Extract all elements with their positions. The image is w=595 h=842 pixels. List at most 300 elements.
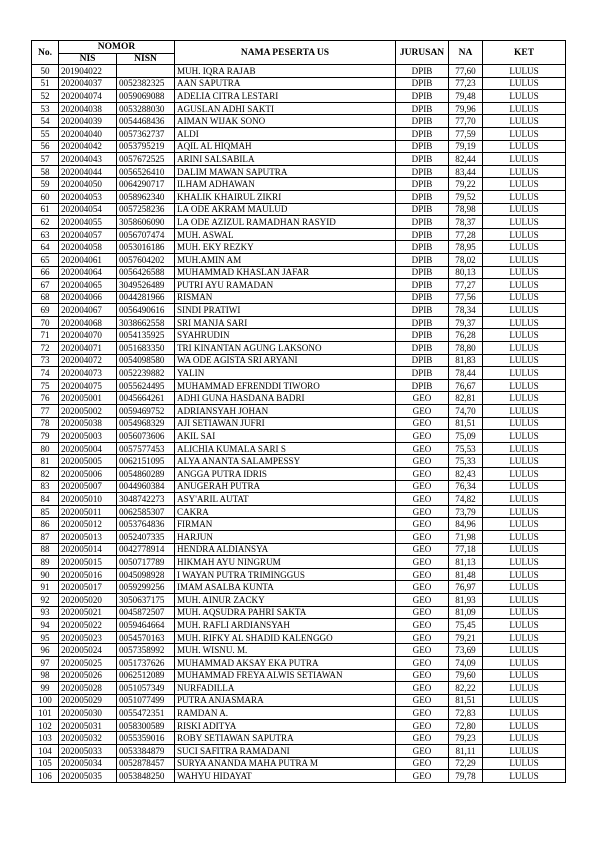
cell-ket: LULUS	[483, 241, 566, 254]
cell-nis: 202005005	[59, 455, 117, 468]
cell-nisn: 0062151095	[117, 455, 175, 468]
cell-no: 89	[32, 556, 59, 569]
cell-nis: 202004057	[59, 228, 117, 241]
cell-nisn: 0059464664	[117, 619, 175, 632]
cell-nama: ADRIANSYAH JOHAN	[175, 405, 396, 418]
cell-na: 84,96	[449, 518, 483, 531]
cell-nis: 202005013	[59, 530, 117, 543]
cell-na: 76,28	[449, 329, 483, 342]
cell-ket: LULUS	[483, 266, 566, 279]
col-header-nis: NIS	[59, 54, 117, 65]
cell-nisn: 0051683350	[117, 342, 175, 355]
cell-no: 76	[32, 392, 59, 405]
cell-na: 77,23	[449, 77, 483, 90]
cell-na: 78,37	[449, 216, 483, 229]
cell-ket: LULUS	[483, 190, 566, 203]
table-row	[32, 619, 566, 632]
cell-nis: 202004053	[59, 190, 117, 203]
table-row	[32, 707, 566, 720]
cell-ket: LULUS	[483, 745, 566, 758]
cell-na: 72,83	[449, 707, 483, 720]
cell-nisn: 0062512089	[117, 669, 175, 682]
cell-nis: 202004064	[59, 266, 117, 279]
cell-na: 82,44	[449, 153, 483, 166]
cell-nis: 202004072	[59, 354, 117, 367]
cell-nama: MUH. IQRA RAJAB	[175, 65, 396, 78]
cell-na: 78,95	[449, 241, 483, 254]
cell-nisn: 0045664261	[117, 392, 175, 405]
cell-nisn: 0056526410	[117, 165, 175, 178]
cell-nama: RAMDAN A.	[175, 707, 396, 720]
cell-nama: NURFADILLA	[175, 682, 396, 695]
cell-nama: PUTRI AYU RAMADAN	[175, 279, 396, 292]
table-row	[32, 480, 566, 493]
cell-jurusan: GEO	[396, 518, 449, 531]
table-row	[32, 178, 566, 191]
cell-nis: 202004038	[59, 102, 117, 115]
cell-no: 66	[32, 266, 59, 279]
cell-no: 78	[32, 417, 59, 430]
cell-ket: LULUS	[483, 153, 566, 166]
cell-ket: LULUS	[483, 77, 566, 90]
cell-nis: 202004039	[59, 115, 117, 128]
cell-ket: LULUS	[483, 316, 566, 329]
cell-ket: LULUS	[483, 568, 566, 581]
table-row	[32, 165, 566, 178]
cell-nama: PUTRA ANJASMARA	[175, 694, 396, 707]
cell-no: 67	[32, 279, 59, 292]
cell-nis: 202005021	[59, 606, 117, 619]
table-row	[32, 253, 566, 266]
cell-na: 79,23	[449, 732, 483, 745]
cell-na: 79,60	[449, 669, 483, 682]
cell-nama: CAKRA	[175, 505, 396, 518]
cell-nis: 202005003	[59, 430, 117, 443]
cell-nama: LA ODE AKRAM MAULUD	[175, 203, 396, 216]
cell-no: 103	[32, 732, 59, 745]
cell-ket: LULUS	[483, 707, 566, 720]
cell-nama: MUH. WISNU. M.	[175, 644, 396, 657]
col-header-jurusan: JURUSAN	[396, 41, 449, 65]
cell-na: 82,81	[449, 392, 483, 405]
cell-na: 81,48	[449, 568, 483, 581]
cell-na: 78,44	[449, 367, 483, 380]
cell-jurusan: GEO	[396, 455, 449, 468]
cell-nama: MUH. EKY REZKY	[175, 241, 396, 254]
cell-na: 79,52	[449, 190, 483, 203]
cell-nis: 202005007	[59, 480, 117, 493]
cell-jurusan: GEO	[396, 581, 449, 594]
cell-nis: 202005016	[59, 568, 117, 581]
cell-jurusan: DPIB	[396, 178, 449, 191]
cell-nisn: 0044960384	[117, 480, 175, 493]
cell-jurusan: DPIB	[396, 279, 449, 292]
cell-jurusan: GEO	[396, 606, 449, 619]
cell-nisn: 3050637175	[117, 593, 175, 606]
cell-nis: 202004075	[59, 379, 117, 392]
table-body	[32, 65, 566, 783]
cell-ket: LULUS	[483, 102, 566, 115]
cell-ket: LULUS	[483, 493, 566, 506]
cell-nis: 202005034	[59, 757, 117, 770]
cell-nisn: 0058300589	[117, 719, 175, 732]
table-row	[32, 745, 566, 758]
table-row	[32, 304, 566, 317]
cell-nisn: 0056073606	[117, 430, 175, 443]
cell-nis: 202005002	[59, 405, 117, 418]
cell-nis: 202004043	[59, 153, 117, 166]
table-row	[32, 140, 566, 153]
table-row	[32, 518, 566, 531]
table-row	[32, 90, 566, 103]
cell-jurusan: DPIB	[396, 140, 449, 153]
cell-ket: LULUS	[483, 367, 566, 380]
cell-nisn: 0056426588	[117, 266, 175, 279]
cell-nis: 202004037	[59, 77, 117, 90]
table-row	[32, 279, 566, 292]
cell-no: 63	[32, 228, 59, 241]
col-header-no: No.	[32, 41, 59, 65]
cell-ket: LULUS	[483, 405, 566, 418]
cell-ket: LULUS	[483, 291, 566, 304]
cell-na: 79,37	[449, 316, 483, 329]
cell-ket: LULUS	[483, 90, 566, 103]
cell-ket: LULUS	[483, 530, 566, 543]
cell-ket: LULUS	[483, 417, 566, 430]
cell-jurusan: DPIB	[396, 354, 449, 367]
cell-no: 55	[32, 127, 59, 140]
cell-no: 58	[32, 165, 59, 178]
col-header-nomor: NOMOR	[59, 41, 175, 54]
cell-ket: LULUS	[483, 505, 566, 518]
cell-jurusan: GEO	[396, 530, 449, 543]
cell-no: 90	[32, 568, 59, 581]
table-row	[32, 190, 566, 203]
cell-nama: SUCI SAFITRA RAMADANI	[175, 745, 396, 758]
cell-na: 71,98	[449, 530, 483, 543]
cell-na: 78,80	[449, 342, 483, 355]
cell-ket: LULUS	[483, 115, 566, 128]
cell-nama: ANUGERAH PUTRA	[175, 480, 396, 493]
cell-nisn: 0056490616	[117, 304, 175, 317]
col-header-nama: NAMA PESERTA US	[175, 41, 396, 65]
cell-no: 105	[32, 757, 59, 770]
cell-jurusan: GEO	[396, 417, 449, 430]
cell-nis: 202005033	[59, 745, 117, 758]
cell-na: 78,34	[449, 304, 483, 317]
cell-jurusan: DPIB	[396, 90, 449, 103]
cell-nisn: 0056707474	[117, 228, 175, 241]
table-row	[32, 102, 566, 115]
cell-nama: MUHAMMAD KHASLAN JAFAR	[175, 266, 396, 279]
cell-no: 68	[32, 291, 59, 304]
cell-nama: MUHAMMAD AKSAY EKA PUTRA	[175, 656, 396, 669]
cell-jurusan: DPIB	[396, 342, 449, 355]
cell-no: 74	[32, 367, 59, 380]
cell-nama: ALYA ANANTA SALAMPESSY	[175, 455, 396, 468]
cell-nama: AAN SAPUTRA	[175, 77, 396, 90]
cell-nama: ILHAM ADHAWAN	[175, 178, 396, 191]
cell-nis: 202005025	[59, 656, 117, 669]
cell-na: 81,51	[449, 417, 483, 430]
table-row	[32, 405, 566, 418]
cell-ket: LULUS	[483, 694, 566, 707]
cell-nisn: 0053288030	[117, 102, 175, 115]
cell-jurusan: GEO	[396, 757, 449, 770]
cell-ket: LULUS	[483, 581, 566, 594]
cell-nis: 202005032	[59, 732, 117, 745]
cell-ket: LULUS	[483, 442, 566, 455]
cell-na: 81,93	[449, 593, 483, 606]
cell-ket: LULUS	[483, 644, 566, 657]
table-row	[32, 732, 566, 745]
cell-jurusan: GEO	[396, 644, 449, 657]
cell-ket: LULUS	[483, 392, 566, 405]
table-row	[32, 581, 566, 594]
table-row	[32, 241, 566, 254]
cell-nisn: 0044281966	[117, 291, 175, 304]
cell-nis: 202005014	[59, 543, 117, 556]
cell-nisn: 0054860289	[117, 468, 175, 481]
cell-jurusan: DPIB	[396, 367, 449, 380]
cell-no: 106	[32, 770, 59, 783]
col-header-nisn: NISN	[117, 54, 175, 65]
cell-nama: MUH. AQSUDRA PAHRI SAKTA	[175, 606, 396, 619]
cell-nisn: 0053016186	[117, 241, 175, 254]
cell-no: 94	[32, 619, 59, 632]
cell-nisn: 0054135925	[117, 329, 175, 342]
cell-jurusan: DPIB	[396, 253, 449, 266]
cell-nisn: 0057604202	[117, 253, 175, 266]
cell-nama: AIMAN WIJAK SONO	[175, 115, 396, 128]
cell-nisn: 0057362737	[117, 127, 175, 140]
table-row	[32, 644, 566, 657]
cell-jurusan: GEO	[396, 619, 449, 632]
cell-nisn: 0058962340	[117, 190, 175, 203]
cell-no: 88	[32, 543, 59, 556]
cell-ket: LULUS	[483, 216, 566, 229]
cell-na: 75,33	[449, 455, 483, 468]
table-row	[32, 631, 566, 644]
cell-no: 87	[32, 530, 59, 543]
cell-jurusan: DPIB	[396, 77, 449, 90]
cell-nisn: 0045098928	[117, 568, 175, 581]
cell-nis: 202004055	[59, 216, 117, 229]
table-row	[32, 392, 566, 405]
table-row	[32, 379, 566, 392]
cell-ket: LULUS	[483, 518, 566, 531]
cell-ket: LULUS	[483, 770, 566, 783]
cell-jurusan: DPIB	[396, 228, 449, 241]
cell-nama: HARJUN	[175, 530, 396, 543]
cell-na: 75,53	[449, 442, 483, 455]
cell-no: 65	[32, 253, 59, 266]
cell-nama: MUH. AINUR ZACKY	[175, 593, 396, 606]
cell-ket: LULUS	[483, 455, 566, 468]
table-row	[32, 656, 566, 669]
cell-nis: 202004042	[59, 140, 117, 153]
cell-nama: HIKMAH AYU NINGRUM	[175, 556, 396, 569]
cell-nis: 202004058	[59, 241, 117, 254]
cell-nis: 202005001	[59, 392, 117, 405]
cell-na: 81,51	[449, 694, 483, 707]
table-row	[32, 115, 566, 128]
cell-nis: 202005031	[59, 719, 117, 732]
cell-no: 51	[32, 77, 59, 90]
cell-no: 85	[32, 505, 59, 518]
table-row	[32, 354, 566, 367]
cell-nama: ASY'ARIL AUTAT	[175, 493, 396, 506]
table-row	[32, 228, 566, 241]
cell-ket: LULUS	[483, 682, 566, 695]
cell-na: 77,28	[449, 228, 483, 241]
cell-jurusan: GEO	[396, 505, 449, 518]
cell-jurusan: DPIB	[396, 291, 449, 304]
cell-nama: MUHAMMAD FREYA ALWIS SETIAWAN	[175, 669, 396, 682]
cell-jurusan: GEO	[396, 442, 449, 455]
cell-ket: LULUS	[483, 556, 566, 569]
cell-nama: YALIN	[175, 367, 396, 380]
cell-nisn: 0059069088	[117, 90, 175, 103]
cell-nisn: 0053795219	[117, 140, 175, 153]
table-row	[32, 694, 566, 707]
cell-nis: 202005011	[59, 505, 117, 518]
cell-ket: LULUS	[483, 379, 566, 392]
cell-nis: 202005006	[59, 468, 117, 481]
table-row	[32, 493, 566, 506]
cell-na: 82,22	[449, 682, 483, 695]
cell-ket: LULUS	[483, 65, 566, 78]
cell-no: 98	[32, 669, 59, 682]
cell-nis: 202005029	[59, 694, 117, 707]
cell-nisn: 0051057349	[117, 682, 175, 695]
cell-nisn: 3038662558	[117, 316, 175, 329]
cell-jurusan: DPIB	[396, 127, 449, 140]
cell-ket: LULUS	[483, 228, 566, 241]
cell-nama: WAHYU HIDAYAT	[175, 770, 396, 783]
cell-na: 81,09	[449, 606, 483, 619]
cell-na: 72,29	[449, 757, 483, 770]
cell-jurusan: DPIB	[396, 203, 449, 216]
cell-ket: LULUS	[483, 329, 566, 342]
table-row	[32, 417, 566, 430]
table-row	[32, 543, 566, 556]
table-row	[32, 442, 566, 455]
cell-nama: SRI MANJA SARI	[175, 316, 396, 329]
cell-no: 99	[32, 682, 59, 695]
cell-jurusan: DPIB	[396, 316, 449, 329]
cell-no: 71	[32, 329, 59, 342]
cell-jurusan: DPIB	[396, 304, 449, 317]
cell-ket: LULUS	[483, 279, 566, 292]
cell-no: 86	[32, 518, 59, 531]
cell-nama: AKIL SAI	[175, 430, 396, 443]
cell-jurusan: DPIB	[396, 153, 449, 166]
cell-ket: LULUS	[483, 757, 566, 770]
cell-nisn: 0057577453	[117, 442, 175, 455]
cell-nisn: 3049526489	[117, 279, 175, 292]
cell-jurusan: GEO	[396, 656, 449, 669]
cell-ket: LULUS	[483, 606, 566, 619]
cell-nama: SYAHRUDIN	[175, 329, 396, 342]
cell-na: 78,98	[449, 203, 483, 216]
cell-no: 92	[32, 593, 59, 606]
cell-no: 72	[32, 342, 59, 355]
cell-ket: LULUS	[483, 480, 566, 493]
cell-jurusan: DPIB	[396, 379, 449, 392]
table-row	[32, 291, 566, 304]
cell-no: 52	[32, 90, 59, 103]
cell-jurusan: GEO	[396, 392, 449, 405]
table-row	[32, 430, 566, 443]
cell-nis: 202005012	[59, 518, 117, 531]
table-header	[32, 41, 566, 65]
table-row	[32, 568, 566, 581]
cell-ket: LULUS	[483, 619, 566, 632]
cell-jurusan: DPIB	[396, 266, 449, 279]
table-row	[32, 556, 566, 569]
cell-jurusan: GEO	[396, 631, 449, 644]
cell-no: 61	[32, 203, 59, 216]
cell-nisn: 0052878457	[117, 757, 175, 770]
cell-nis: 202004044	[59, 165, 117, 178]
cell-nisn: 0064290717	[117, 178, 175, 191]
cell-nisn: 0052382325	[117, 77, 175, 90]
col-header-na: NA	[449, 41, 483, 65]
cell-no: 93	[32, 606, 59, 619]
cell-na: 76,34	[449, 480, 483, 493]
cell-nama: IMAM ASALBA KUNTA	[175, 581, 396, 594]
cell-no: 80	[32, 442, 59, 455]
cell-na: 81,11	[449, 745, 483, 758]
table-row	[32, 530, 566, 543]
cell-nis: 202004067	[59, 304, 117, 317]
table-row	[32, 342, 566, 355]
cell-na: 76,67	[449, 379, 483, 392]
cell-nisn: 0054570163	[117, 631, 175, 644]
cell-na: 77,27	[449, 279, 483, 292]
cell-nisn: 0054968329	[117, 417, 175, 430]
cell-ket: LULUS	[483, 127, 566, 140]
cell-no: 79	[32, 430, 59, 443]
cell-nisn: 0042778914	[117, 543, 175, 556]
cell-nis: 202004054	[59, 203, 117, 216]
cell-nis: 202005030	[59, 707, 117, 720]
cell-na: 73,79	[449, 505, 483, 518]
table-row	[32, 216, 566, 229]
cell-ket: LULUS	[483, 468, 566, 481]
cell-jurusan: GEO	[396, 556, 449, 569]
cell-na: 72,80	[449, 719, 483, 732]
cell-nis: 202004050	[59, 178, 117, 191]
cell-jurusan: GEO	[396, 568, 449, 581]
table-row	[32, 77, 566, 90]
cell-na: 80,13	[449, 266, 483, 279]
table-row	[32, 203, 566, 216]
table-row	[32, 770, 566, 783]
cell-nama: ROBY SETIAWAN SAPUTRA	[175, 732, 396, 745]
cell-nisn	[117, 65, 175, 78]
cell-jurusan: GEO	[396, 593, 449, 606]
cell-nis: 202005020	[59, 593, 117, 606]
cell-jurusan: GEO	[396, 430, 449, 443]
cell-na: 79,21	[449, 631, 483, 644]
cell-no: 101	[32, 707, 59, 720]
cell-jurusan: GEO	[396, 480, 449, 493]
cell-nisn: 0059469752	[117, 405, 175, 418]
cell-ket: LULUS	[483, 354, 566, 367]
cell-nis: 201904022	[59, 65, 117, 78]
